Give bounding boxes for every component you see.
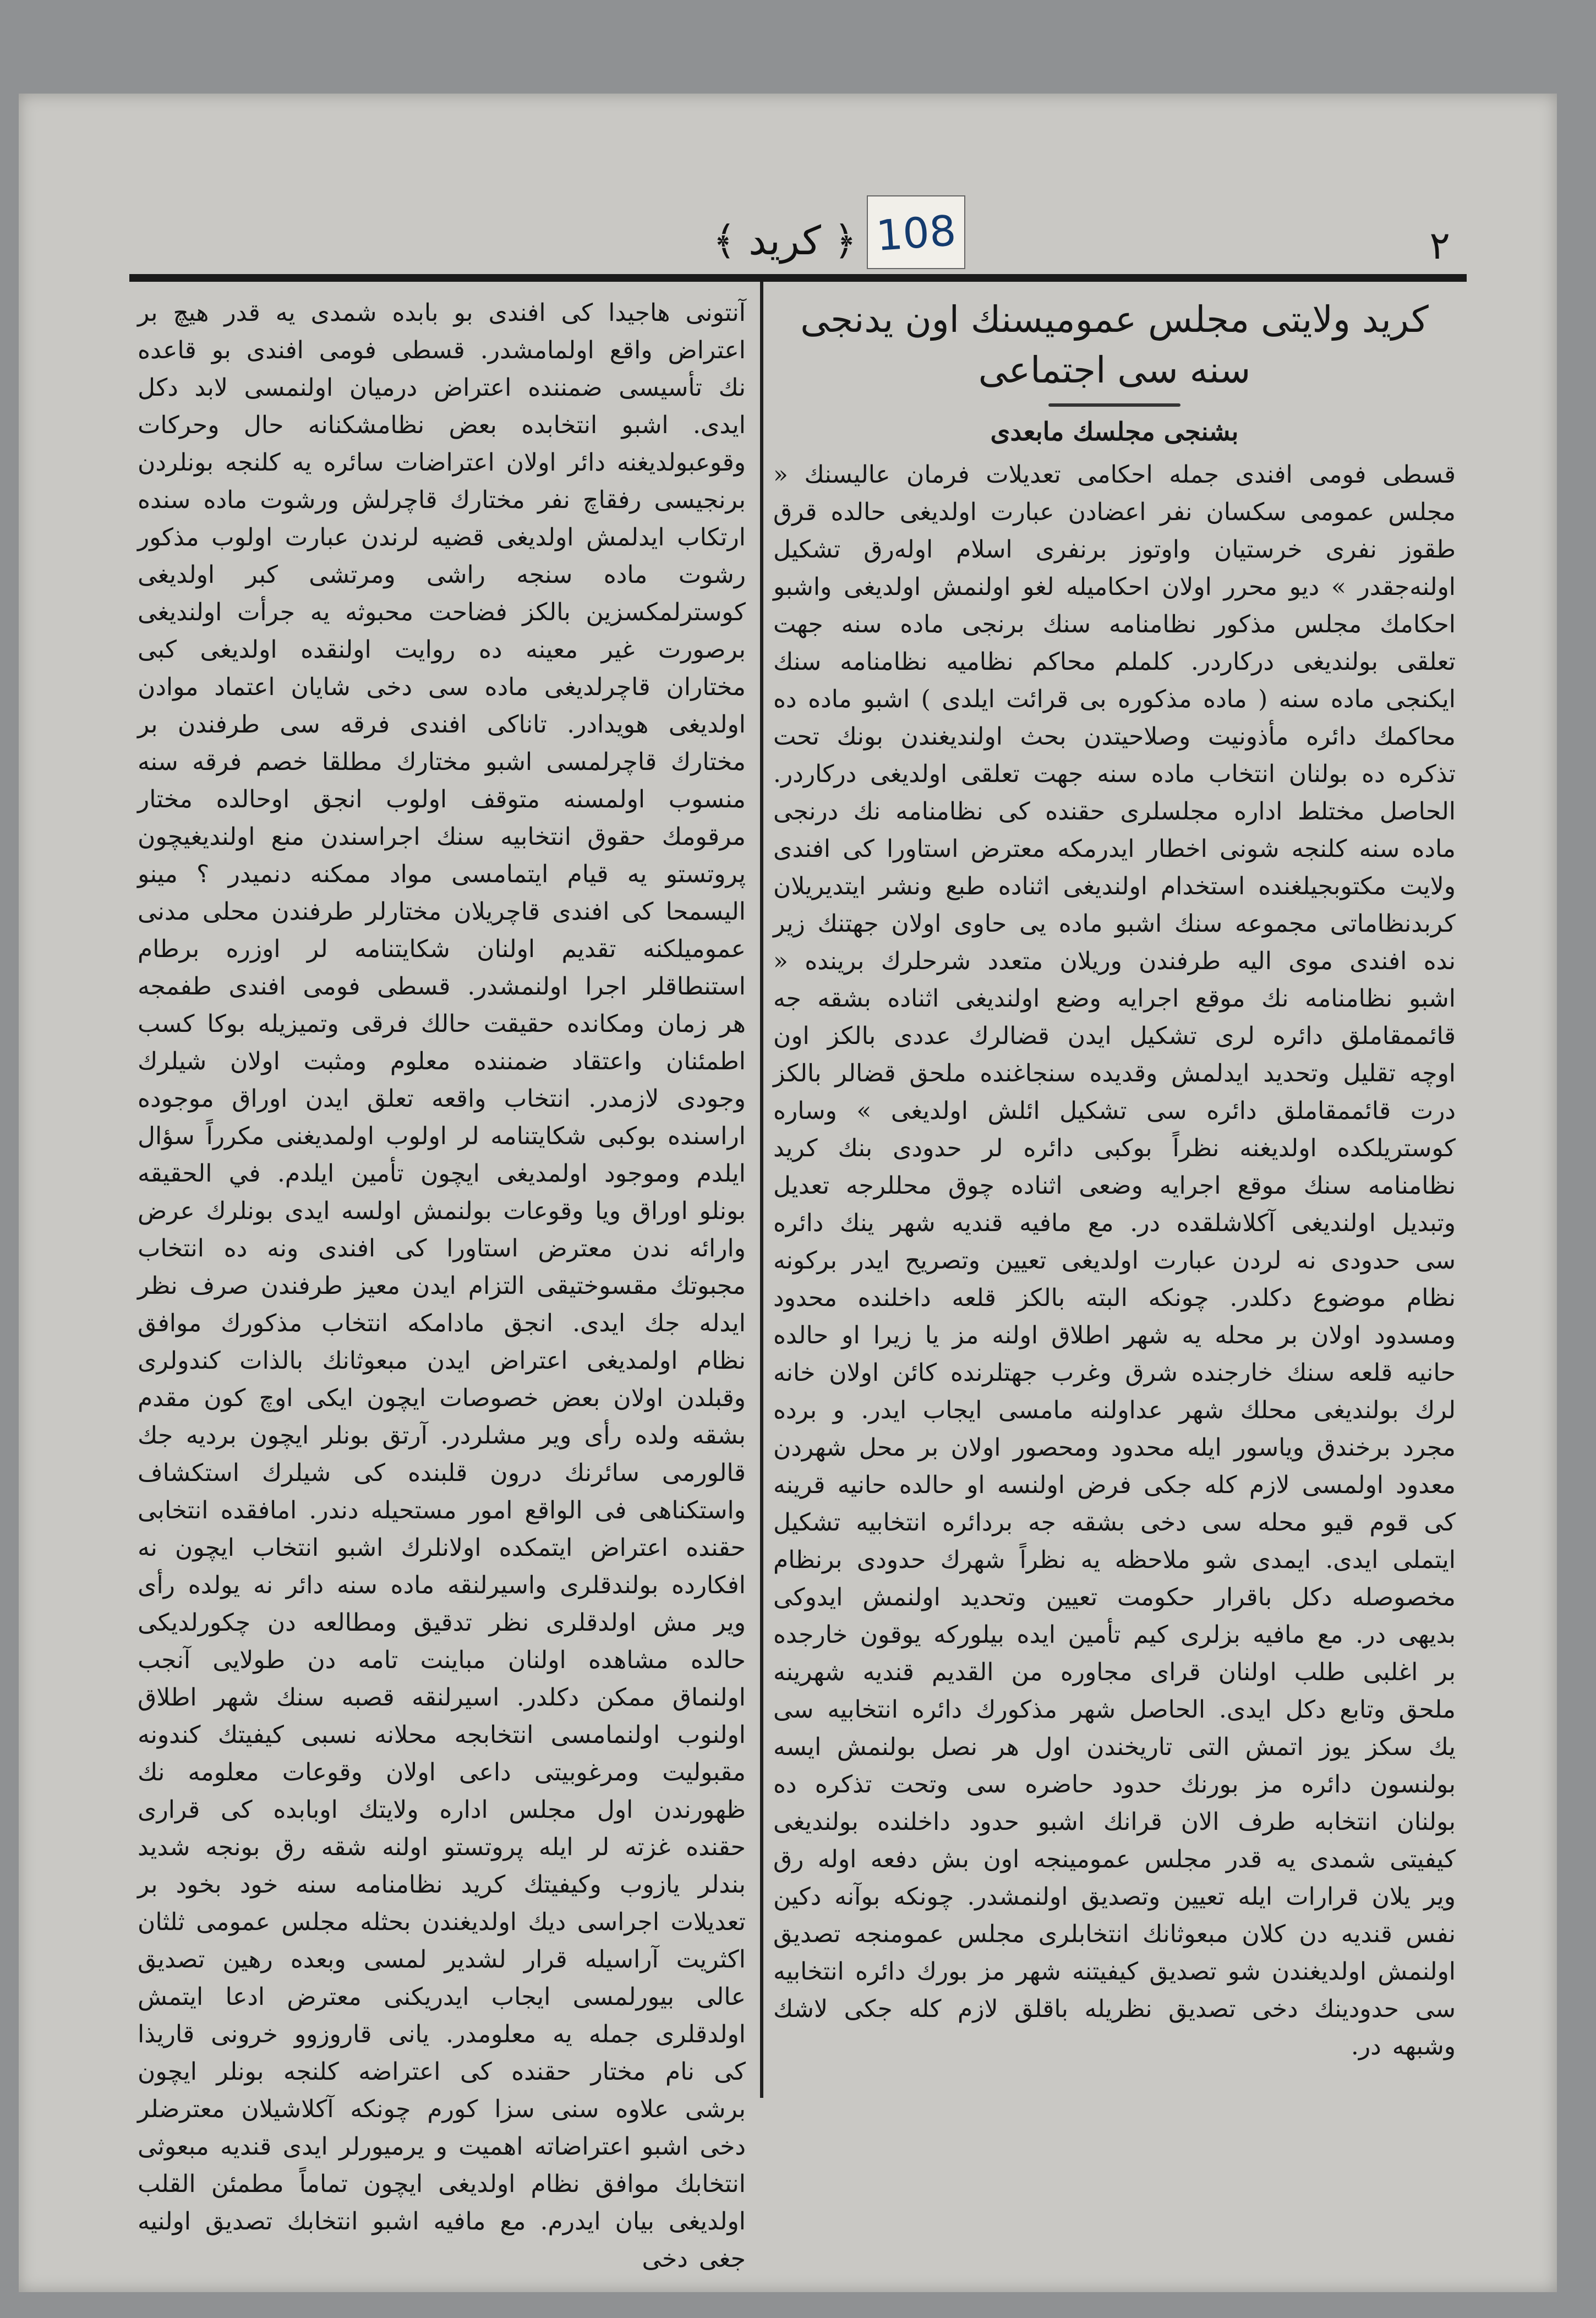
page-number: ٢ xyxy=(1429,223,1450,268)
right-column xyxy=(773,294,1456,2065)
right-column-text: قسطى فومى افندى جمله احكامى تعديلات فرمان عاليسنك « مجلس عمومى سكسان نفر اعضادن عبارت اولديغى حالده قرق طقوز نفرى خرستيان واوتوز برنفرى اسلام اولەرق تشكيل اولنەجقدر » ديو محرر اولان احكاميله لغو اولنمش اولديغى واشبو احكامك مجلس مذكور نظامنامه سنك برنجى ماده سنه جهت تعلقى بولنديغى دركاردر. كلملم محاكم نظاميه نظامنامه سنك ايكنجى ماده سنه ( ماده مذكوره بى قرائت ايلدى ) اشبو ماده ده محاكمك دائره مأذونيت وصلاحيتدن بحث اولنديغندن بونك تحت تذكره ده بولنان انتخاب ماده سنه جهت تعلقى اولديغى دركاردر. الحاصل مختلط اداره مجلسلرى حقنده كى نظامنامه نك درنجى ماده سنه كلنجه شونى اخطار ايدرمكه معترض استاورا كى افندى ولايت مكتوبجيلغنده استخدام اولنديغى اثناده طبع ونشر ايتديريلان كربدنظاماتى مجموعه سنك اشبو ماده يى حاوى اولان جهتنك زير نده افندى موى اليه طرفندن وريلان متعدد شرحلرك برينده « اشبو نظامنامه نك موقع اجرايه وضع اولنديغى اثناده بشقه جه قائممقاملق دائره لرى تشكيل ايدن قضالرك عددى بالكز اون اوچه تقليل وتحديد ايدلمش وقديده سنجاغنده ملحق قضالر بالكز درت قائممقاملق دائره سى تشكيل ائلش اولديغى » وساره كوستريلكده اولديغنه نظراً بوكبى دائره لر حدودى بنك كريد نظامنامه سنك موقع اجرايه وضعى اثناده چوق محللرجه تعديل وتبديل اولنديغى آكلاشلقده در. مع مافيه قنديه شهر ينك دائره سى حدودى نه لردن عبارت اولديغى تعيين وتصريح ايدر بركونه نظام موضوع دكلدر. چونكه البته بالكز قلعه داخلنده محدود ومسدود اولان بر محله يه شهر اطلاق اولنه مز يا زيرا او حالده حانيه قلعه سنك خارجنده شرق وغرب جهتلرنده كائن اولان خانه لرك بولنديغى محلك شهر عداولنه مامسى ايجاب ايدر. و برده مجرد برخندق وياسور ايله محدود ومحصور اولان بر محل شهردن معدود اولمسى لازم كله جكى فرض اولنسه او حالده حانيه قرينه كى قوم قيو محله سى دخى بشقه جه بردائره انتخابيه تشكيل ايتملى ايدى. ايمدى شو ملاحظه يه نظراً شهرك حدودى برنظام مخصوصله دكل باقرار حكومت تعيين وتحديد اولنمش ايدوكى بديهى در. مع مافيه بزلرى كيم تأمين ايده بيلوركه يوقون خارجده بر اغلبى طلب اولنان قراى مجاوره من القديم قنديه شهرينه ملحق وتابع دكل ايدى. الحاصل شهر مذكورك دائره انتخابيه سى يك سكز يوز اتمش التى تاريخندن اول هر نصل بولنمش ايسه بولنسون دائره مز بورنك حدود حاضره سى وتحت تذكره ده بولنان انتخابه طرف الان قرانك اشبو حدود داخلنده بولنديغى كيفيتى شمدى يه قدر مجلس عمومينجه اون بش دفعه اوله رق وير يلان قرارات ايله تعيين وتصديق اولنمشدر. چونكه بوآنه دكين نفس قنديه دن كلان مبعوثانك انتخابلرى مجلس عمومنجه تصديق اولنمش اولديغندن شو تصديق كيفيتنه شهر مز بورك دائره انتخابيه سى حدودينك دخى تصديق نظريله باقلق لازم كله جكى لاشك وشبهه در. xyxy=(773,461,1456,2060)
left-column xyxy=(138,294,746,2278)
column-divider xyxy=(760,282,763,2098)
header-rule xyxy=(129,274,1467,282)
article-title-line2: سنه سى اجتماعى xyxy=(978,349,1251,391)
archive-stamp xyxy=(867,195,965,269)
title-ornament xyxy=(1048,403,1180,407)
session-heading: بشنجى مجلسك مابعدى xyxy=(990,417,1239,446)
masthead-title: ﴿ كريد ﴾ xyxy=(713,217,857,264)
page-header xyxy=(129,212,1467,272)
article-title-line1: كريد ولايتى مجلس عموميسنك اون يدنجى xyxy=(800,298,1429,341)
left-column-text: آنتونى هاجيدا كى افندى بو بابده شمدى يه قدر هيچ بر اعتراض واقع اولمامشدر. قسطى فومى افندى بو قاعده نك تأسيسى ضمننده اعتراض درميان اولنمسى لابد دكل ايدى. اشبو انتخابده بعض نظامشكنانه حال وحركات وقوعبولديغنه دائر اولان اعتراضات سائره يه كلنجه بونلردن برنجيسى رفقاچ نفر مختارك قاچرلش ورشوت ماده سنده ارتكاب ايدلمش اولديغى قضيه لرندن عبارت اولوب مذكور رشوت ماده سنجه راشى ومرتشى كبر اولديغى كوسترلمكسزين بالكز فضاحت محبوثه يه جرأت اولنديغى برصورت غير معينه ده روايت اولنقده اولديغى كبى مختاران قاچرلديغى ماده سى دخى شايان اعتماد موادن اولديغى هويدادر. تاناكى افندى فرقه سى طرفندن بر مختارك قاچرلمسى اشبو مختارك مطلقا خصم فرقه سنه منسوب اولمسنه متوقف اولوب انجق اوحالده مختار مرقومك حقوق انتخابيه سنك اجراسندن منع اولنديغيچون پروتستو يه قيام ايتمامسى مواد ممكنه دنميدر ؟ مينو اليسمحا كى افندى قاچريلان مختارلر طرفندن محلى مدنى عموميلكنه تقديم اولنان شكايتنامه لر اوزره برطام استنطاقلر اجرا اولنمشدر. قسطى فومى افندى طفمجه هر زمان ومكانده حقيقت حالك فرقى وتميزيله بوكا كسب اطمئنان واعتقاد ضمننده معلوم ومثبت اولان شيلرك وجودى لازمدر. انتخاب واقعه تعلق ايدن اوراق موجوده اراسنده بوكبى شكايتنامه لر اولوب اولمديغنى مكرراً سؤال ايلدم وموجود اولمديغى ايچون تأمين ايلدم. في الحقيقه بونلو اوراق ويا وقوعات بولنمش اولسه ايدى بونلرك عرض وارائه ندن معترض استاورا كى افندى ونه ده انتخاب مجبوتك مقسوختيقى التزام ايدن معيز طرفندن صرف نظر ايدله جك ايدى. انجق مادامكه انتخاب مذكورك موافق نظام اولمديغى اعتراض ايدن مبعوثانك بالذات كندولرى وقبلدن اولان بعض خصوصات ايچون ايكى اوچ كون مقدم بشقه ولده رأى وير مشلردر. آرتق بونلر ايچون برديه جك قالورمى سائرنك درون قلبنده كى شيلرك استكشاف واستكناهى فى الواقع امور مستحيله دندر. امافقده انتخابى حقنده اعتراض ايتمكده اولانلرك اشبو انتخاب ايچون نه افكارده بولندقلرى واسيرلنقه ماده سنه دائر نه يولده رأى وير مش اولدقلرى نظر تدقيق ومطالعه دن چكورلديكى حالده مشاهده اولنان مباينت تامه دن طولايى آنجب اولنماق ممكن دكلدر. اسيرلنقه قصبه سنك شهر اطلاق اولنوب اولنمامسى انتخابجه محلانه نسبى كيفيتك كندونه مقبوليت ومرغوبيتى داعى اولان وقوعات معلومه نك ظهورندن اول مجلس اداره ولايتك اوبابده كى قرارى حقنده غزته لر ايله پروتستو اولنه شقه رق بونجه شديد بندلر يازوب وكيفيتك كريد نظامنامه سنه خود بخود بر تعديلات اجراسى ديك اولديغندن بحثله مجلس عمومى ثلثان اكثريت آراسيله قرار لشدير لمسى وبعده رهين تصديق عالى بيورلمسى ايجاب ايدريكنى معترض ادعا ايتمش اولدقلرى جمله يه معلومدر. يانى قاروزوو خرونى قاريذا كى نام مختار حقنده كى اعتراضه كلنجه بونلر ايچون برشى علاوه سنى سزا كورم چونكه آكلاشيلان معترضلر دخى اشبو اعتراضاته اهميت و يرميورلر ايدى قنديه مبعوثى انتخابك موافق نظام اولديغى ايچون تماماً مطمئن القلب اولديغى بيان ايدرم. مع مافيه اشبو انتخابك تصديق اولنيه جغى دخى xyxy=(138,299,746,2273)
stamp-number: 108 xyxy=(874,206,958,260)
